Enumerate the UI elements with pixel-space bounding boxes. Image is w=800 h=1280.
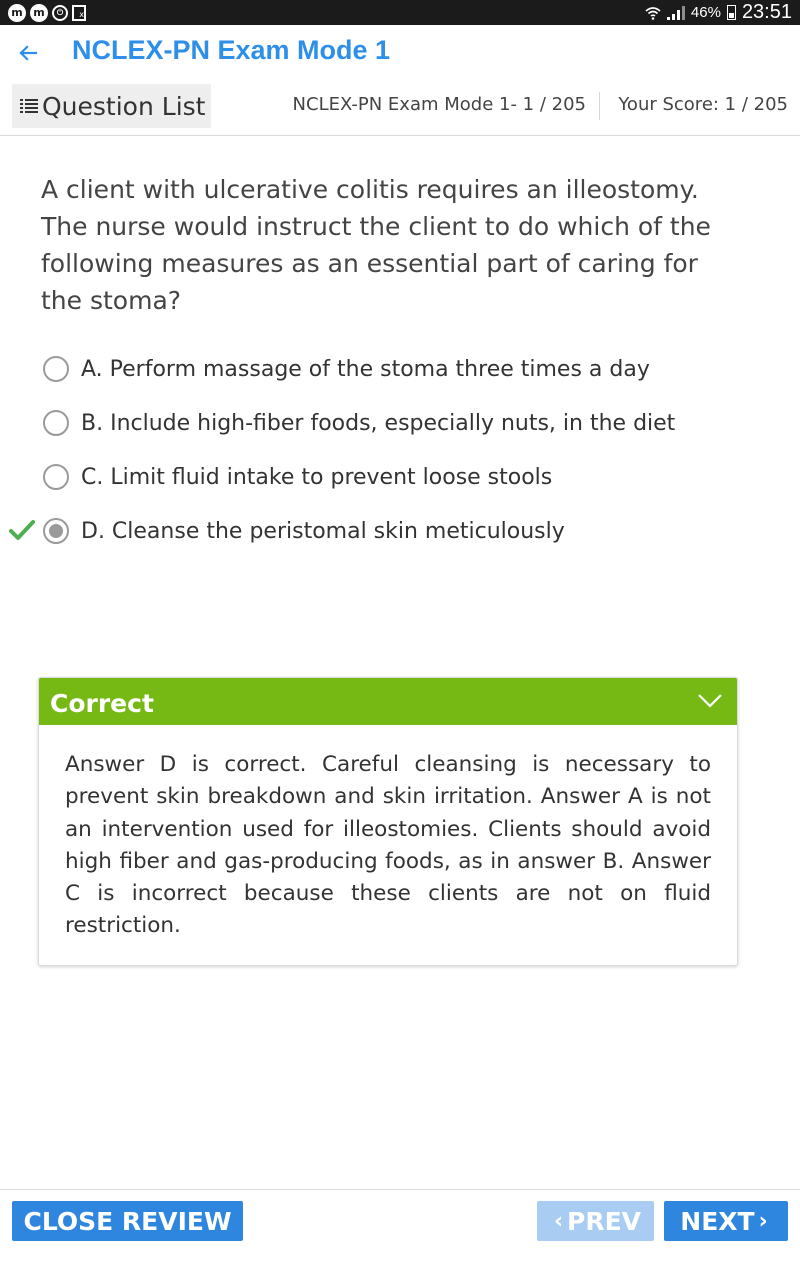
next-button[interactable] — [664, 1201, 788, 1241]
option-d[interactable] — [0, 504, 800, 558]
power-circle-icon: ⏻ — [52, 5, 68, 21]
m-circle-icon: m — [8, 4, 26, 22]
option-a[interactable] — [0, 342, 800, 396]
sub-header — [0, 80, 800, 136]
option-label: C. Limit fluid intake to prevent loose stools — [81, 464, 553, 490]
close-review-label: CLOSE REVIEW — [23, 1206, 232, 1236]
prev-label: PREV — [567, 1206, 642, 1236]
radio-d[interactable] — [43, 518, 69, 544]
status-right-icons — [645, 0, 792, 25]
app-bar — [0, 25, 800, 80]
question-list-label: Question List — [42, 91, 206, 121]
question-list-button[interactable] — [12, 84, 211, 128]
list-icon — [20, 99, 38, 113]
explanation-title: Correct — [50, 689, 154, 718]
page-title: NCLEX-PN Exam Mode 1 — [72, 35, 391, 65]
header-divider — [599, 92, 600, 120]
chevron-down-icon[interactable] — [697, 693, 723, 709]
option-b[interactable] — [0, 396, 800, 450]
m-circle-icon: m — [30, 4, 48, 22]
explanation-header[interactable] — [39, 678, 737, 725]
bottom-bar — [0, 1189, 800, 1280]
signal-icon — [667, 6, 685, 20]
explanation-body: Answer D is correct. Careful cleansing is necessary to prevent skin breakdown and skin irritation. Answer A is not an intervention used for illeostomies. Clients should avoid high fiber and gas-producing foods, as in answer B. Answer C is incorrect because these clients are not on fluid restriction. — [65, 752, 711, 939]
option-label: B. Include high-fiber foods, especially nuts, in the diet — [81, 410, 676, 436]
arrow-left-icon — [18, 45, 38, 61]
prev-button[interactable] — [537, 1201, 654, 1241]
close-review-button[interactable] — [12, 1201, 243, 1241]
radio-c[interactable] — [43, 464, 69, 490]
chevron-left-icon: ‹ — [553, 1208, 564, 1234]
status-left-icons — [0, 4, 86, 22]
radio-b[interactable] — [43, 410, 69, 436]
question-text: A client with ulcerative colitis requires an illeostomy. The nurse would instruct the client to do which of the following measures as an essential part of caring for the stoma? — [41, 175, 711, 315]
option-label: A. Perform massage of the stoma three times a day — [81, 356, 650, 382]
chevron-right-icon: › — [758, 1208, 768, 1234]
next-label: NEXT — [680, 1206, 755, 1236]
clock: 23:51 — [741, 1, 792, 23]
radio-a[interactable] — [43, 356, 69, 382]
wifi-icon — [645, 6, 661, 20]
answer-options — [0, 342, 800, 558]
checkmark-icon — [9, 518, 35, 542]
score-display: Your Score: 1 / 205 — [618, 94, 788, 115]
explanation-panel — [38, 677, 738, 966]
document-x-icon: x — [72, 5, 86, 21]
battery-icon — [727, 5, 736, 20]
battery-percent: 46% — [690, 4, 721, 21]
option-c[interactable] — [0, 450, 800, 504]
option-label: D. Cleanse the peristomal skin meticulously — [81, 518, 565, 544]
back-button[interactable] — [0, 25, 56, 80]
status-bar — [0, 0, 800, 25]
exam-progress: NCLEX-PN Exam Mode 1- 1 / 205 — [292, 94, 586, 115]
